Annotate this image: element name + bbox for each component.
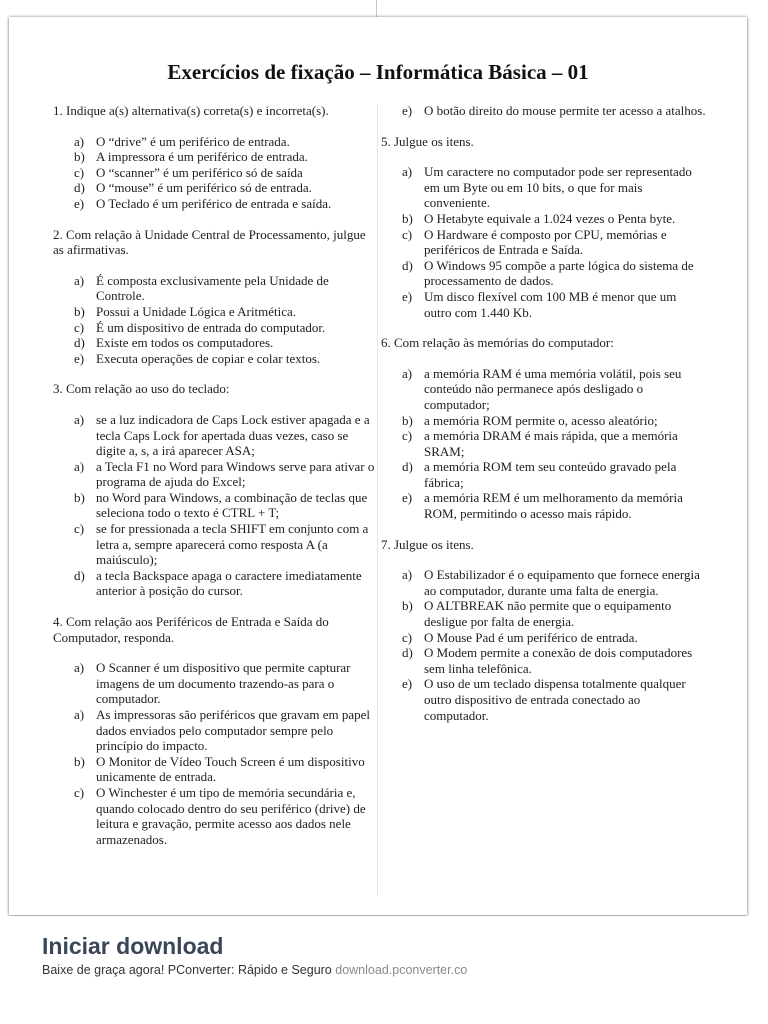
question-option (53, 180, 375, 196)
option-letter: a) (74, 707, 85, 722)
question-option (53, 335, 375, 351)
spacer (53, 212, 375, 227)
option-letter: e) (402, 103, 413, 118)
download-banner-subtitle[interactable] (42, 963, 524, 977)
question-option (381, 459, 707, 490)
question-option (381, 567, 707, 598)
option-letter: e) (402, 288, 413, 304)
question-option (381, 289, 707, 320)
document-title: Exercícios de fixação – Informática Básica – 01 (167, 60, 589, 84)
option-letter: a) (402, 164, 413, 180)
option-letter: d) (74, 335, 85, 351)
option-letter: e) (74, 350, 85, 366)
option-text: O Modem permite a conexão de dois computadores sem linha telefônica. (424, 645, 693, 676)
question-option (381, 598, 707, 629)
question-prompt: 3. Com relação ao uso do teclado: (53, 381, 230, 397)
question-option (381, 630, 707, 646)
right-column (381, 103, 707, 723)
question-block (381, 537, 707, 724)
option-text: se for pressionada a tecla SHIFT em conjunto com a letra a, sempre aparecerá como resposta A (a maiúsculo); (96, 521, 369, 568)
option-text: Executa operações de copiar e colar textos. (96, 350, 321, 366)
document-page (9, 17, 747, 915)
question-option (53, 149, 375, 165)
spacer (381, 119, 707, 134)
option-letter: d) (402, 459, 413, 475)
question-option (381, 645, 707, 676)
left-column (53, 103, 375, 847)
option-text: O Hetabyte equivale a 1.024 vezes o Penta byte. (424, 210, 676, 226)
question-option (381, 366, 707, 413)
question-block (53, 227, 375, 367)
option-text: O Windows 95 compõe a parte lógica do sistema de processamento de dados. (424, 257, 694, 289)
option-text: Existe em todos os computadores. (96, 335, 274, 351)
spacer (381, 320, 707, 335)
question-option (53, 660, 375, 707)
option-letter: c) (74, 319, 85, 335)
option-text: Um disco flexível com 100 MB é menor que um outro com 1.440 Kb. (424, 288, 677, 320)
question-block (53, 614, 375, 847)
option-letter: a) (74, 133, 85, 149)
option-letter: c) (74, 164, 85, 180)
question-prompt: 2. Com relação à Unidade Central de Processamento, julgue as afirmativas. (53, 226, 366, 258)
option-letter: c) (402, 226, 413, 242)
question-prompt: 6. Com relação às memórias do computador: (381, 335, 614, 351)
download-banner[interactable] (0, 916, 768, 1024)
question-option (53, 521, 375, 568)
option-text: O Mouse Pad é um periférico de entrada. (424, 629, 638, 645)
question-option (381, 103, 707, 119)
option-letter: a) (74, 660, 85, 676)
option-letter: a) (74, 411, 85, 427)
option-text: O ALTBREAK não permite que o equipamento desligue por falta de energia. (424, 598, 672, 630)
option-text: O “drive” é um periférico de entrada. (96, 133, 290, 149)
option-letter: b) (74, 149, 85, 165)
option-text: a memória DRAM é mais rápida, que a memória SRAM; (424, 428, 678, 459)
question-option (53, 754, 375, 785)
option-letter: b) (74, 489, 85, 505)
option-text: O uso de um teclado dispensa totalmente qualquer outro dispositivo de entrada conectado ao computador. (424, 676, 686, 723)
option-text: a tecla Backspace apaga o caractere imediatamente anterior à posição do cursor. (96, 567, 362, 599)
question-option (381, 211, 707, 227)
spacer (381, 522, 707, 537)
option-text: A impressora é um periférico de entrada. (96, 149, 308, 165)
option-text: O “scanner” é um periférico só de saída (96, 164, 303, 180)
question-option (53, 785, 375, 847)
question-option (381, 676, 707, 723)
option-text: É um dispositivo de entrada do computador. (96, 319, 326, 335)
right-column-questions (381, 134, 707, 724)
question-option (53, 412, 375, 459)
download-banner-text: Baixe de graça agora! PConverter: Rápido e Seguro (42, 963, 332, 977)
option-text: O Winchester é um tipo de memória secundária e, quando colocado dentro do seu periférico (drive) de leitura e gravação, permite acesso aos dados nele armazenados. (96, 784, 366, 847)
question-prompt: 1. Indique a(s) alternativa(s) correta(s) e incorreta(s). (53, 103, 329, 118)
question-option (381, 258, 707, 289)
question-option (381, 227, 707, 258)
option-text: O Scanner é um dispositivo que permite capturar imagens de um documento trazendo-as para o computador. (96, 660, 351, 707)
option-text: Um caractere no computador pode ser representado em um Byte ou em 10 bits, o que for mais conveniente. (424, 164, 692, 211)
option-letter: d) (74, 180, 85, 196)
option-letter: d) (402, 257, 413, 273)
option-text: O Estabilizador é o equipamento que fornece energia ao computador, durante uma falta de energia. (424, 567, 700, 598)
question-option (53, 320, 375, 336)
option-text: a memória ROM permite o, acesso aleatório; (424, 412, 658, 428)
question-option (381, 413, 707, 429)
question-option (53, 351, 375, 367)
question-option (53, 165, 375, 181)
option-text: Possui a Unidade Lógica e Aritmética. (96, 303, 297, 319)
option-text: O botão direito do mouse permite ter acesso a atalhos. (424, 103, 706, 118)
option-letter: d) (402, 645, 413, 661)
question-option (381, 490, 707, 521)
spacer (53, 366, 375, 381)
question-option (381, 428, 707, 459)
download-banner-title[interactable]: Iniciar download (42, 933, 224, 959)
option-letter: b) (402, 412, 413, 428)
option-letter: d) (74, 567, 85, 583)
option-text: O Hardware é composto por CPU, memórias e periféricos de Entrada e Saída. (424, 226, 667, 258)
question-block (381, 134, 707, 321)
option-letter: b) (74, 303, 85, 319)
question-prompt: 5. Julgue os itens. (381, 133, 474, 149)
option-letter: b) (402, 210, 413, 226)
option-text: a memória ROM tem seu conteúdo gravado pela fábrica; (424, 459, 677, 490)
option-text: a memória RAM é uma memória volátil, pois seu conteúdo não permanece após desligado o computador; (424, 365, 682, 412)
option-letter: c) (402, 428, 413, 444)
option-text: O “mouse” é um periférico só de entrada. (96, 180, 312, 196)
option-letter: c) (74, 521, 85, 537)
option-text: se a luz indicadora de Caps Lock estiver apagada e a tecla Caps Lock for apertada duas vezes, caso se digite a, s, a irá aparecer ASA; (96, 411, 370, 459)
question-option (53, 707, 375, 754)
option-letter: b) (402, 598, 413, 614)
question-option (381, 164, 707, 211)
question-option (53, 196, 375, 212)
question-prompt: 7. Julgue os itens. (381, 536, 474, 552)
option-letter: a) (74, 272, 85, 288)
option-text: As impressoras são periféricos que gravam em papel dados enviados pelo computador sempre pelo princípio do impacto. (96, 707, 370, 754)
question-option (53, 459, 375, 490)
option-text: a memória REM é um melhoramento da memória ROM, permitindo o acesso mais rápido. (424, 490, 683, 522)
option-letter: c) (402, 629, 413, 645)
option-text: a Tecla F1 no Word para Windows serve para ativar o programa de ajuda do Excel; (96, 458, 375, 490)
option-letter: e) (74, 195, 85, 211)
question-option (53, 490, 375, 521)
option-letter: c) (74, 784, 85, 800)
question-block (53, 381, 375, 599)
option-letter: a) (402, 365, 413, 381)
question-block (53, 103, 375, 212)
option-letter: b) (74, 753, 85, 769)
question-option (53, 568, 375, 599)
column-divider (377, 105, 378, 895)
question-option (53, 273, 375, 304)
option-letter: a) (402, 567, 413, 583)
question-option (53, 304, 375, 320)
option-letter: e) (402, 490, 413, 506)
option-text: É composta exclusivamente pela Unidade de Controle. (96, 272, 329, 304)
spacer (53, 599, 375, 614)
option-text: no Word para Windows, a combinação de teclas que seleciona todo o texto é CTRL + T; (96, 489, 368, 521)
option-text: O Monitor de Vídeo Touch Screen é um dispositivo unicamente de entrada. (96, 753, 365, 785)
option-letter: e) (402, 676, 413, 692)
option-letter: a) (74, 458, 85, 474)
question-prompt: 4. Com relação aos Periféricos de Entrada e Saída do Computador, responda. (53, 614, 329, 645)
download-banner-url[interactable]: download.pconverter.co (335, 963, 468, 977)
right-column-continuation (381, 103, 707, 119)
option-text: O Teclado é um periférico de entrada e saída. (96, 195, 332, 211)
viewer-tick-mark (376, 0, 377, 17)
question-block (381, 335, 707, 522)
question-option (53, 134, 375, 150)
